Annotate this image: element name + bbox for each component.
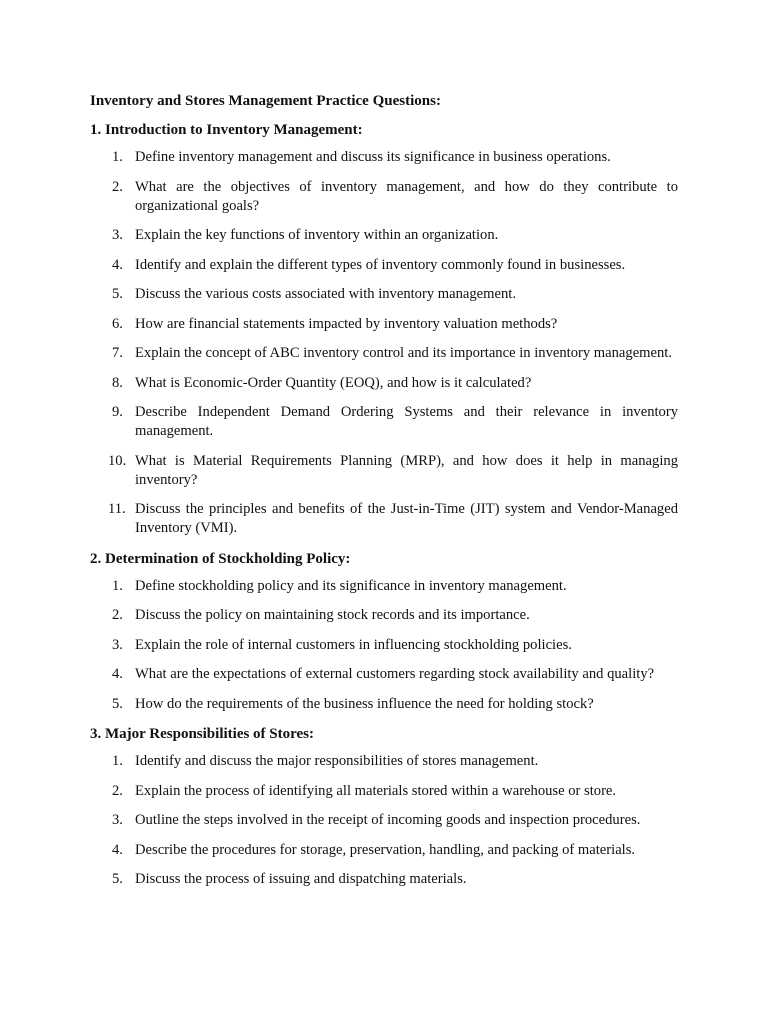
question-number: 6. bbox=[112, 315, 123, 332]
question-number: 4. bbox=[112, 256, 123, 273]
question-item bbox=[90, 577, 678, 596]
question-text: Explain the key functions of inventory within an organization. bbox=[135, 227, 499, 243]
question-text: Explain the process of identifying all materials stored within a warehouse or store. bbox=[135, 782, 617, 799]
question-text: Discuss the principles and benefits of the Just-in-Time (JIT) system and Vendor-Managed Inventory (VMI). bbox=[135, 501, 678, 536]
question-number: 3. bbox=[112, 812, 123, 828]
document-page bbox=[90, 91, 678, 900]
question-item bbox=[90, 841, 678, 860]
question-item bbox=[90, 178, 678, 216]
question-text: Discuss the various costs associated with inventory management. bbox=[135, 286, 516, 302]
document-title: Inventory and Stores Management Practice Questions: bbox=[90, 93, 441, 109]
sections-container bbox=[90, 120, 678, 889]
question-item bbox=[90, 606, 678, 625]
question-item bbox=[90, 636, 678, 655]
question-item bbox=[90, 752, 678, 771]
question-item bbox=[90, 256, 678, 275]
question-text: Discuss the policy on maintaining stock records and its importance. bbox=[135, 607, 530, 623]
question-number: 7. bbox=[112, 345, 123, 361]
question-number: 9. bbox=[112, 404, 123, 420]
question-item bbox=[90, 403, 678, 441]
question-item bbox=[90, 285, 678, 304]
question-item bbox=[90, 226, 678, 245]
question-item bbox=[90, 500, 678, 538]
question-number: 5. bbox=[112, 286, 123, 302]
question-text: Define inventory management and discuss its significance in business operations. bbox=[135, 149, 611, 165]
question-number: 1. bbox=[112, 753, 123, 769]
question-text: What is Material Requirements Planning (MRP), and how does it help in managing inventory? bbox=[135, 452, 678, 488]
question-text: How are financial statements impacted by inventory valuation methods? bbox=[135, 315, 558, 332]
question-text: Discuss the process of issuing and dispatching materials. bbox=[135, 871, 467, 887]
question-text: Outline the steps involved in the receipt of incoming goods and inspection procedures. bbox=[135, 812, 641, 828]
section-heading: 3. Major Responsibilities of Stores: bbox=[90, 726, 315, 742]
question-number: 5. bbox=[112, 695, 123, 712]
question-text: Describe Independent Demand Ordering Systems and their relevance in inventory management. bbox=[135, 404, 678, 439]
question-number: 8. bbox=[112, 374, 123, 391]
question-number: 3. bbox=[112, 636, 123, 653]
question-item bbox=[90, 374, 678, 393]
question-item bbox=[90, 665, 678, 684]
question-text: Describe the procedures for storage, preservation, handling, and packing of materials. bbox=[135, 841, 636, 858]
question-text: Explain the concept of ABC inventory control and its importance in inventory management. bbox=[135, 345, 672, 361]
question-number: 4. bbox=[112, 841, 123, 858]
question-list bbox=[90, 577, 678, 714]
question-text: Define stockholding policy and its significance in inventory management. bbox=[135, 577, 567, 594]
question-number: 2. bbox=[112, 607, 123, 623]
question-number: 5. bbox=[112, 871, 123, 887]
question-number: 1. bbox=[112, 577, 123, 594]
question-text: Identify and explain the different types of inventory commonly found in businesses. bbox=[135, 256, 626, 273]
question-list bbox=[90, 148, 678, 538]
question-number: 3. bbox=[112, 227, 123, 243]
question-number: 11. bbox=[108, 501, 126, 517]
question-item bbox=[90, 452, 678, 490]
question-number: 10. bbox=[108, 452, 127, 469]
question-item bbox=[90, 148, 678, 167]
question-number: 2. bbox=[112, 782, 123, 799]
question-item bbox=[90, 782, 678, 801]
section-heading: 2. Determination of Stockholding Policy: bbox=[90, 550, 351, 567]
question-number: 4. bbox=[112, 666, 123, 682]
question-number: 1. bbox=[112, 149, 123, 165]
question-text: What are the objectives of inventory management, and how do they contribute to organizational goals? bbox=[135, 178, 678, 214]
question-list bbox=[90, 752, 678, 889]
question-item bbox=[90, 344, 678, 363]
question-item bbox=[90, 870, 678, 889]
question-text: How do the requirements of the business influence the need for holding stock? bbox=[135, 695, 594, 712]
question-item bbox=[90, 695, 678, 714]
question-item bbox=[90, 315, 678, 334]
question-item bbox=[90, 811, 678, 830]
question-text: Identify and discuss the major responsibilities of stores management. bbox=[135, 753, 539, 769]
section-heading: 1. Introduction to Inventory Management: bbox=[90, 122, 363, 138]
question-text: What are the expectations of external customers regarding stock availability and quality? bbox=[135, 666, 655, 682]
question-text: What is Economic-Order Quantity (EOQ), and how is it calculated? bbox=[135, 374, 532, 391]
question-text: Explain the role of internal customers in influencing stockholding policies. bbox=[135, 636, 572, 653]
question-number: 2. bbox=[112, 178, 123, 195]
